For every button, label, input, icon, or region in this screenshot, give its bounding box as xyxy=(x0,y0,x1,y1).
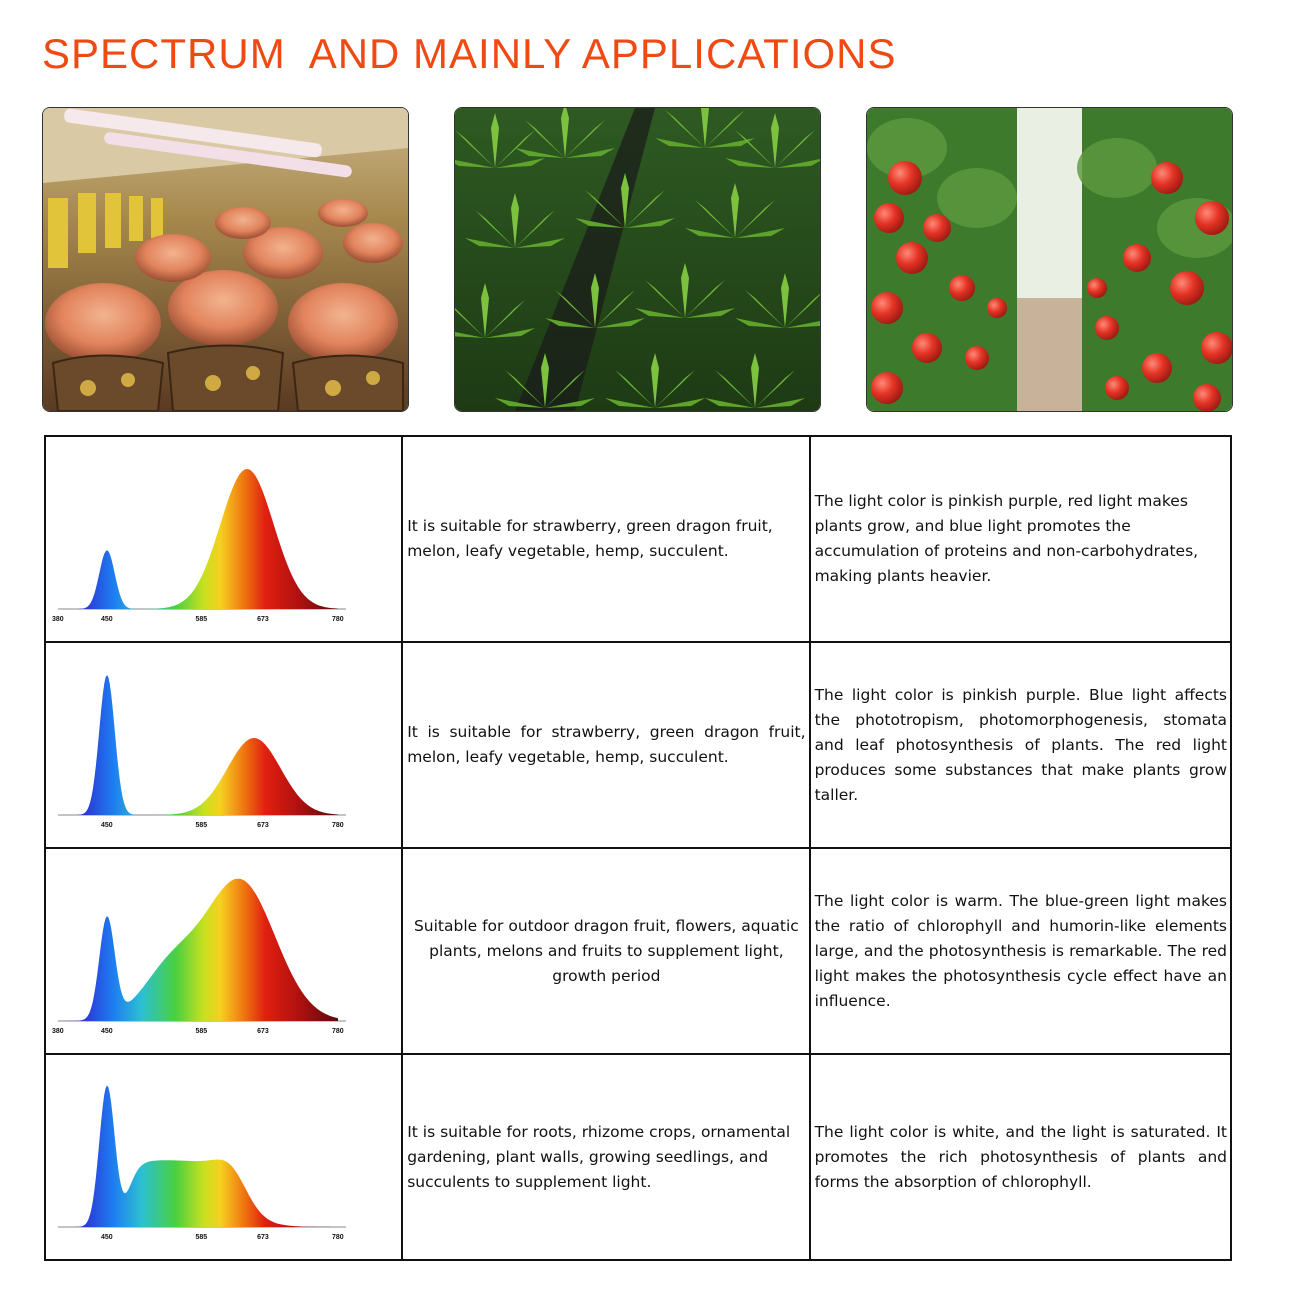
application-cell xyxy=(402,436,809,642)
page-title: SPECTRUM AND MAINLY APPLICATIONS xyxy=(42,30,897,77)
spectrum-chart-cell xyxy=(45,848,402,1054)
description-text: The light color is white, and the light is saturated. It promotes the rich photosynthesis of plants and forms the absorption of chlorophyll. xyxy=(814,1122,1227,1191)
spectrum-chart xyxy=(46,441,356,637)
description-text: The light color is pinkish purple. Blue light affects the phototropism, photomorphogenesis, stomata and leaf photosynthesis of plants. The red light produces some substances that make plants grow taller. xyxy=(814,685,1227,804)
x-tick-label: 780 xyxy=(332,1028,344,1035)
x-tick-label: 673 xyxy=(257,1234,269,1241)
x-tick-label: 380 xyxy=(52,1028,64,1035)
application-text: It is suitable for strawberry, green dragon fruit, melon, leafy vegetable, hemp, succulent. xyxy=(407,517,773,560)
hemp-field-photo xyxy=(454,107,821,412)
description-text: The light color is warm. The blue-green light makes the ratio of chlorophyll and humorin-like elements large, and the photosynthesis is remarkable. The red light makes the photosynthesis cycle effect have an influence. xyxy=(814,891,1227,1010)
application-text: It is suitable for strawberry, green dragon fruit, melon, leafy vegetable, hemp, succulent. xyxy=(407,723,806,766)
x-tick-label: 780 xyxy=(332,616,344,623)
table-row xyxy=(45,1054,1231,1260)
x-tick-label: 450 xyxy=(101,1028,113,1035)
application-cell xyxy=(402,848,809,1054)
spectrum-chart-cell xyxy=(45,436,402,642)
table-row xyxy=(45,642,1231,848)
spectrum-table xyxy=(44,435,1232,1261)
x-tick-label: 585 xyxy=(195,1028,208,1035)
spectrum-chart-cell xyxy=(45,642,402,848)
spectrum-curve xyxy=(58,879,338,1021)
x-tick-label: 380 xyxy=(52,616,64,623)
application-cell xyxy=(402,1054,809,1260)
spectrum-chart xyxy=(46,1059,356,1255)
spectrum-chart-cell xyxy=(45,1054,402,1260)
spectrum-chart xyxy=(46,853,356,1049)
x-tick-label: 450 xyxy=(101,1234,113,1241)
description-cell xyxy=(810,1054,1231,1260)
spectrum-curve xyxy=(58,469,338,609)
x-tick-label: 780 xyxy=(332,822,344,829)
x-tick-label: 585 xyxy=(195,616,208,623)
description-cell xyxy=(810,848,1231,1054)
table-row xyxy=(45,436,1231,642)
description-text: The light color is pinkish purple, red light makes plants grow, and blue light promotes the accumulation of proteins and non-carbohydrates, making plants heavier. xyxy=(814,492,1199,585)
spectrum-curve xyxy=(58,675,338,815)
application-cell xyxy=(402,642,809,848)
spectrum-curve xyxy=(58,1086,338,1228)
tomato-greenhouse-photo xyxy=(866,107,1233,412)
x-tick-label: 450 xyxy=(101,822,113,829)
x-tick-label: 780 xyxy=(332,1234,344,1241)
x-tick-label: 673 xyxy=(257,616,269,623)
x-tick-label: 673 xyxy=(257,822,269,829)
table-row xyxy=(45,848,1231,1054)
application-text: It is suitable for roots, rhizome crops, ornamental gardening, plant walls, growing seedlings, and succulents to supplement light. xyxy=(407,1122,791,1191)
application-text: Suitable for outdoor dragon fruit, flowers, aquatic plants, melons and fruits to supplement light, growth period xyxy=(413,916,799,985)
description-cell xyxy=(810,436,1231,642)
description-cell xyxy=(810,642,1231,848)
spectrum-chart xyxy=(46,647,356,843)
x-tick-label: 450 xyxy=(101,616,113,623)
x-tick-label: 585 xyxy=(195,1234,208,1241)
x-tick-label: 673 xyxy=(257,1028,269,1035)
x-tick-label: 585 xyxy=(195,822,208,829)
succulents-under-grow-lights-photo xyxy=(42,107,409,412)
